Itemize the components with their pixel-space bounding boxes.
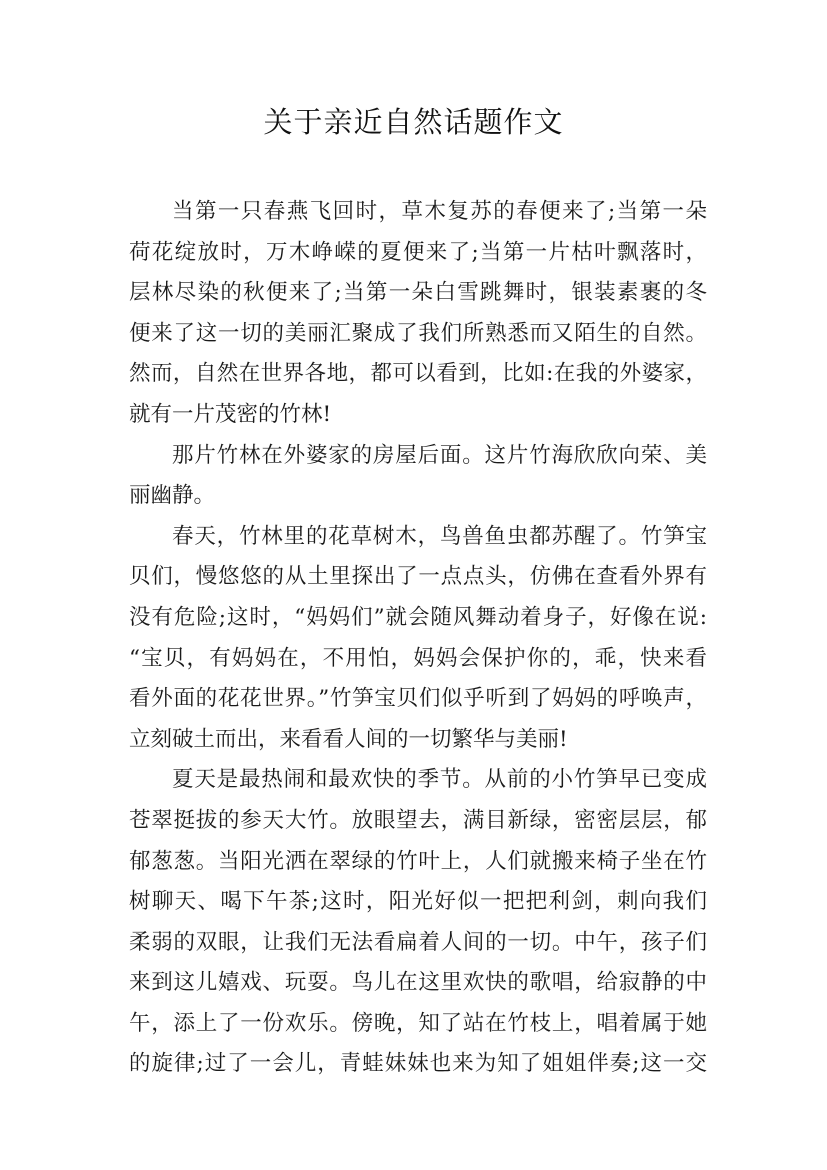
body-line: 没有危险;这时，“妈妈们”就会随风舞动着身子，好像在说: — [129, 604, 707, 630]
document-title: 关于亲近自然话题作文 — [263, 105, 564, 139]
body-line: 那片竹林在外婆家的房屋后面。这片竹海欣欣向荣、美 — [172, 442, 707, 468]
body-line: 看外面的花花世界。”竹笋宝贝们似乎听到了妈妈的呼唤声， — [129, 686, 707, 712]
body-line: 立刻破土而出，来看看人间的一切繁华与美丽! — [129, 726, 568, 752]
body-line: 的旋律;过了一会儿，青蛙妹妹也来为知了姐姐伴奏;这一交 — [129, 1051, 707, 1077]
body-line: “宝贝，有妈妈在，不用怕，妈妈会保护你的，乖，快来看 — [129, 645, 707, 671]
body-line: 午，添上了一份欢乐。傍晚，知了站在竹枝上，唱着属于她 — [129, 1010, 707, 1036]
body-line: 苍翠挺拔的参天大竹。放眼望去，满目新绿，密密层层，郁 — [129, 807, 707, 833]
body-line: 柔弱的双眼，让我们无法看扁着人间的一切。中午，孩子们 — [129, 929, 707, 955]
body-line: 然而，自然在世界各地，都可以看到，比如:在我的外婆家， — [129, 361, 707, 387]
body-line: 便来了这一切的美丽汇聚成了我们所熟悉而又陌生的自然。 — [129, 320, 707, 346]
body-line: 荷花绽放时，万木峥嵘的夏便来了;当第一片枯叶飘落时， — [129, 239, 707, 265]
body-line: 夏天是最热闹和最欢快的季节。从前的小竹笋早已变成 — [172, 767, 707, 793]
body-line: 贝们，慢悠悠的从土里探出了一点点头，仿佛在查看外界有 — [129, 564, 707, 590]
body-line: 当第一只春燕飞回时，草木复苏的春便来了;当第一朵 — [172, 199, 707, 224]
body-line: 郁葱葱。当阳光洒在翠绿的竹叶上，人们就搬来椅子坐在竹 — [129, 848, 707, 874]
document-body — [129, 192, 707, 1085]
body-line: 就有一片茂密的竹林! — [129, 401, 332, 427]
body-line: 树聊天、喝下午茶;这时，阳光好似一把把利剑，刺向我们 — [129, 889, 707, 915]
body-line: 春天，竹林里的花草树木，鸟兽鱼虫都苏醒了。竹笋宝 — [172, 523, 707, 549]
body-line: 丽幽静。 — [129, 483, 216, 509]
body-line: 来到这儿嬉戏、玩耍。鸟儿在这里欢快的歌唱，给寂静的中 — [129, 970, 707, 996]
body-line: 层林尽染的秋便来了;当第一朵白雪跳舞时，银装素裹的冬 — [129, 280, 707, 306]
